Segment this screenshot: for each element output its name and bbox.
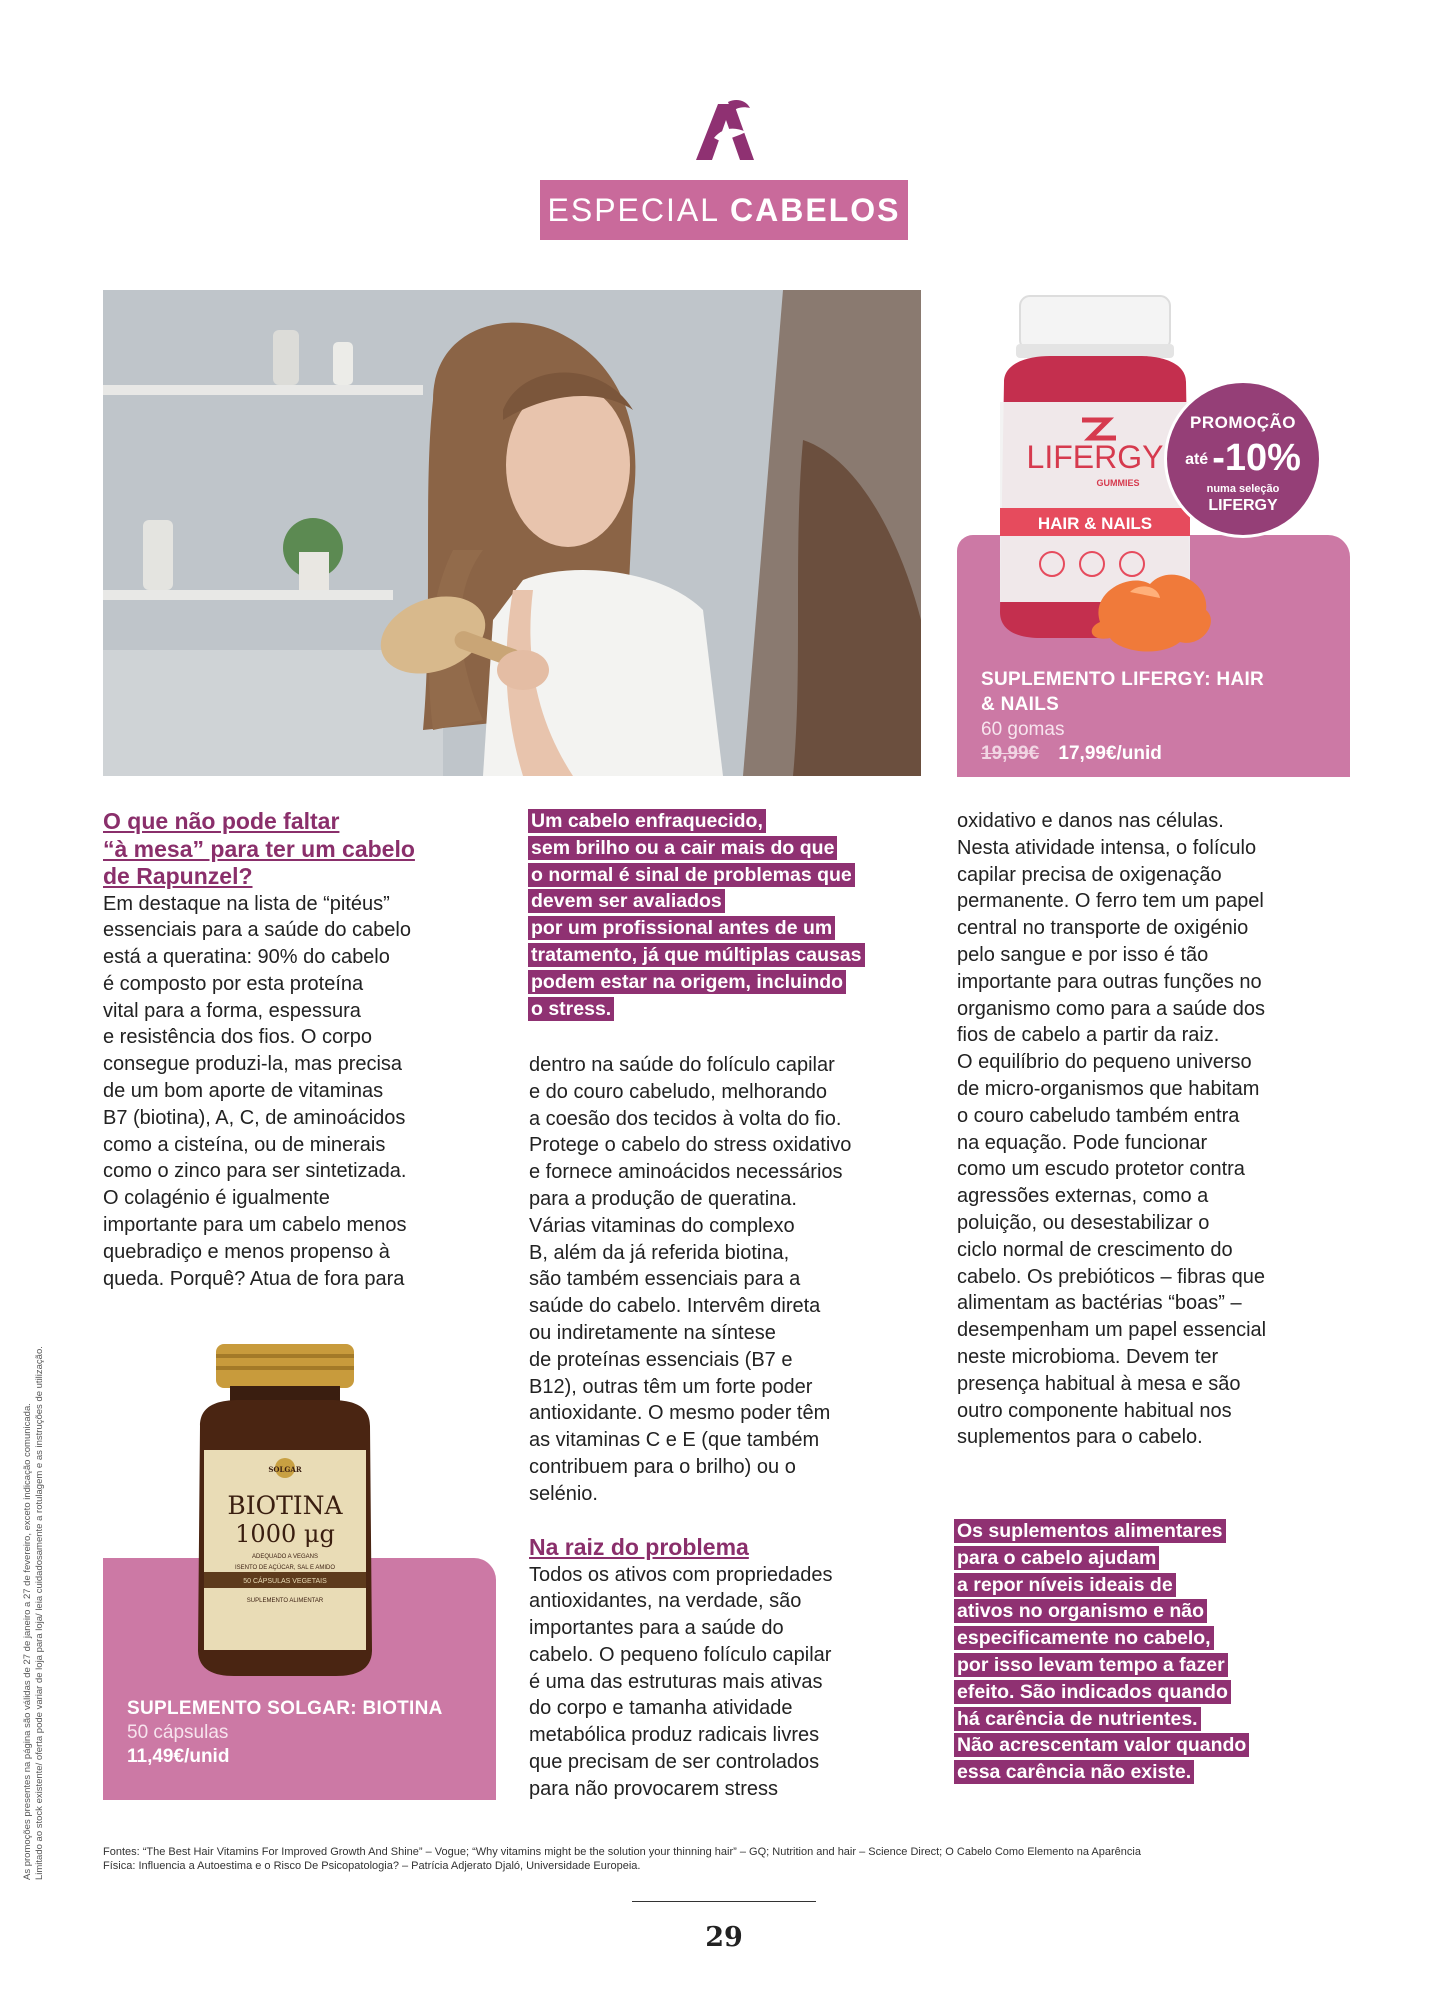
legal-note-line-2: Limitado ao stock existente/ oferta pode variar de loja para loja/ leia cuidadosamente a rotulagem e as instruções de utilização. xyxy=(34,1346,45,1880)
text-line: B, além da já referida biotina, xyxy=(529,1241,790,1264)
solgar-label-small-3: SUPLEMENTO ALIMENTAR xyxy=(246,1598,324,1604)
lifergy-price: 17,99€/unid xyxy=(1058,743,1162,764)
footer-divider xyxy=(632,1901,816,1902)
text-line: Em destaque na lista de “pitéus” xyxy=(103,892,390,915)
text-line: quebradiço e menos propenso à xyxy=(103,1240,390,1263)
promo-prefix: até xyxy=(1185,450,1209,468)
lifergy-brand: LIFERGY xyxy=(1026,439,1164,475)
text-line: permanente. O ferro tem um papel xyxy=(957,890,1264,913)
text-line: Protege o cabelo do stress oxidativo xyxy=(529,1134,852,1157)
solgar-label-small-2: ISENTO DE AÇÚCAR, SAL E AMIDO xyxy=(234,1565,336,1571)
legal-note-line-1: As promoções presentes na página são válidas de 27 de janeiro a 27 de fevereiro, exceto indicação comunicada. xyxy=(22,1403,33,1880)
promo-subtitle: numa seleção xyxy=(1206,483,1280,495)
pull-quote-line: tratamento, já que múltiplas causas xyxy=(528,943,865,967)
pull-quote-line: a repor níveis ideais de xyxy=(954,1573,1176,1597)
solgar-label-small-1: ADEQUADO A VEGANS xyxy=(251,1554,319,1560)
text-line: de um bom aporte de vitaminas xyxy=(103,1080,384,1103)
text-line: na equação. Pode funcionar xyxy=(957,1131,1208,1154)
text-line: agressões externas, como a xyxy=(957,1185,1209,1208)
text-line: ciclo normal de crescimento do xyxy=(957,1238,1233,1261)
pull-quote-line: para o cabelo ajudam xyxy=(954,1546,1159,1570)
promo-brand: LIFERGY xyxy=(1208,497,1278,514)
article-heading-2: Na raiz do problema xyxy=(529,1534,749,1560)
solgar-bottle-image xyxy=(190,1340,380,1680)
pull-quote-line: por um profissional antes de um xyxy=(528,916,835,940)
text-line: poluição, ou desestabilizar o xyxy=(957,1211,1210,1234)
text-line: ou indiretamente na síntese xyxy=(529,1321,776,1344)
text-line: Nesta atividade intensa, o folículo xyxy=(957,836,1257,859)
lifergy-brand-sub: GUMMIES xyxy=(1096,478,1140,488)
promo-badge xyxy=(1164,380,1322,538)
article-heading-1 xyxy=(103,808,503,891)
section-title-light: ESPECIAL xyxy=(547,191,721,228)
text-line: B7 (biotina), A, C, de aminoácidos xyxy=(103,1106,406,1129)
text-line: são também essenciais para a xyxy=(529,1268,801,1291)
text-line: neste microbioma. Devem ter xyxy=(957,1345,1219,1368)
pull-quote-2 xyxy=(954,1518,1344,1786)
pull-quote-1 xyxy=(528,808,928,1022)
text-line: consegue produzi-la, mas precisa xyxy=(103,1053,403,1076)
lifergy-label: HAIR & NAILS xyxy=(1037,514,1153,533)
pull-quote-line: devem ser avaliados xyxy=(528,889,725,913)
text-line: desempenham um papel essencial xyxy=(957,1319,1267,1342)
text-line: vital para a forma, espessura xyxy=(103,999,361,1022)
text-line: como a cisteína, ou de minerais xyxy=(103,1133,386,1156)
text-line: metabólica produz radicais livres xyxy=(529,1724,820,1747)
article-column-2b xyxy=(529,1534,925,1803)
text-line: alimentam as bactérias “boas” – xyxy=(957,1292,1242,1315)
text-line: fios de cabelo a partir da raiz. xyxy=(957,1024,1220,1047)
pull-quote-line: sem brilho ou a cair mais do que xyxy=(528,836,837,860)
lifergy-quantity: 60 gomas xyxy=(981,719,1065,740)
text-line: está a queratina: 90% do cabelo xyxy=(103,946,390,969)
text-line: B12), outras têm um forte poder xyxy=(529,1375,813,1398)
heading-1-line-3: de Rapunzel? xyxy=(103,863,253,889)
section-banner xyxy=(540,180,908,240)
text-line: selénio. xyxy=(529,1482,598,1505)
text-line: antioxidante. O mesmo poder têm xyxy=(529,1402,831,1425)
text-line: cabelo. O pequeno folículo capilar xyxy=(529,1643,832,1666)
pull-quote-line: essa carência não existe. xyxy=(954,1760,1194,1784)
lifergy-title-line2: & NAILS xyxy=(981,694,1060,715)
text-line: suplementos para o cabelo. xyxy=(957,1426,1203,1449)
text-line: O equilíbrio do pequeno universo xyxy=(957,1051,1252,1074)
text-line: do corpo e tamanha atividade xyxy=(529,1697,793,1720)
pull-quote-line: por isso levam tempo a fazer xyxy=(954,1653,1228,1677)
sources-footnote xyxy=(103,1845,1353,1873)
lifergy-old-price: 19,99€ xyxy=(981,743,1040,764)
text-line: outro componente habitual nos xyxy=(957,1399,1232,1422)
article-column-2 xyxy=(529,1052,925,1508)
text-line: para a produção de queratina. xyxy=(529,1187,797,1210)
text-line: como um escudo protetor contra xyxy=(957,1158,1245,1181)
article-column-1 xyxy=(103,808,503,1292)
text-line: de micro-organismos que habitam xyxy=(957,1077,1260,1100)
promo-value xyxy=(1167,437,1319,480)
article-paragraph-1 xyxy=(103,891,503,1293)
pull-quote-line: há carência de nutrientes. xyxy=(954,1707,1201,1731)
text-line: a coesão dos tecidos à volta do fio. xyxy=(529,1107,842,1130)
pull-quote-line: o normal é sinal de problemas que xyxy=(528,863,855,887)
text-line: organismo como para a saúde dos xyxy=(957,997,1265,1020)
pull-quote-line: Os suplementos alimentares xyxy=(954,1519,1226,1543)
hero-photo-woman-brushing-hair xyxy=(103,290,921,776)
text-line: antioxidantes, na verdade, são xyxy=(529,1590,802,1613)
article-paragraph-3 xyxy=(529,1562,925,1803)
sources-line-1: Fontes: “The Best Hair Vitamins For Improved Growth And Shine” – Vogue; “Why vitamins might be the solution your thinning hair” – GQ; Nutrition and hair – Science Direct; O Cabelo Como Elemento na Aparência xyxy=(103,1846,1141,1858)
pull-quote-line: ativos no organismo e não xyxy=(954,1599,1207,1623)
solgar-product-name: BIOTINA xyxy=(227,1491,343,1520)
article-paragraph-2 xyxy=(529,1052,925,1508)
sources-line-2: Física: Influencia a Autoestima e o Risco De Psicopatologia? – Patrícia Adjerato Djaló, Universidade Europeia. xyxy=(103,1860,641,1872)
text-line: essenciais para a saúde do cabelo xyxy=(103,919,411,942)
heading-1-line-2: “à mesa” para ter um cabelo xyxy=(103,835,415,862)
text-line: e do couro cabeludo, melhorando xyxy=(529,1080,827,1103)
article-column-3 xyxy=(957,808,1349,1451)
lifergy-title-line1: SUPLEMENTO LIFERGY: HAIR xyxy=(981,669,1265,690)
text-line: que precisam de ser controlados xyxy=(529,1751,820,1774)
solgar-quantity: 50 cápsulas xyxy=(127,1722,229,1743)
article-paragraph-4 xyxy=(957,808,1349,1451)
text-line: queda. Porquê? Atua de fora para xyxy=(103,1267,405,1290)
text-line: de proteínas essenciais (B7 e xyxy=(529,1348,793,1371)
pull-quote-line: Um cabelo enfraquecido, xyxy=(528,809,766,833)
text-line: e resistência dos fios. O corpo xyxy=(103,1026,373,1049)
solgar-price: 11,49€/unid xyxy=(127,1746,230,1767)
text-line: o couro cabeludo também entra xyxy=(957,1104,1240,1127)
pull-quote-line: especificamente no cabelo, xyxy=(954,1626,1214,1650)
solgar-title: SUPLEMENTO SOLGAR: BIOTINA xyxy=(127,1698,443,1719)
promo-title: PROMOÇÃO xyxy=(1190,413,1296,432)
text-line: central no transporte de oxigénio xyxy=(957,917,1249,940)
auchan-bird-logo-icon xyxy=(688,98,760,162)
solgar-dose: 1000 μg xyxy=(235,1520,335,1548)
text-line: pelo sangue e por isso é tão xyxy=(957,943,1209,966)
text-line: presença habitual à mesa e são xyxy=(957,1372,1241,1395)
pull-quote-line: Não acrescentam valor quando xyxy=(954,1733,1249,1757)
text-line: importante para um cabelo menos xyxy=(103,1214,407,1237)
solgar-brand: SOLGAR xyxy=(268,1465,302,1474)
text-line: Todos os ativos com propriedades xyxy=(529,1563,833,1586)
text-line: Várias vitaminas do complexo xyxy=(529,1214,795,1237)
text-line: O colagénio é igualmente xyxy=(103,1187,330,1210)
legal-side-note xyxy=(22,1260,46,1880)
text-line: capilar precisa de oxigenação xyxy=(957,863,1222,886)
text-line: e fornece aminoácidos necessários xyxy=(529,1161,843,1184)
heading-1-line-1: O que não pode faltar xyxy=(103,808,340,834)
hero-illustration xyxy=(103,290,921,776)
text-line: como o zinco para ser sintetizada. xyxy=(103,1160,407,1183)
text-line: saúde do cabelo. Intervêm direta xyxy=(529,1295,821,1318)
page-number: 29 xyxy=(705,1922,743,1953)
text-line: oxidativo e danos nas células. xyxy=(957,810,1224,832)
solgar-label-band: 50 CÁPSULAS VEGETAIS xyxy=(243,1578,327,1585)
text-line: é uma das estruturas mais ativas xyxy=(529,1670,823,1693)
lifergy-price-line xyxy=(981,743,1162,765)
text-line: importantes para a saúde do xyxy=(529,1617,784,1640)
pull-quote-line: efeito. São indicados quando xyxy=(954,1680,1231,1704)
text-line: importante para outras funções no xyxy=(957,970,1262,993)
text-line: é composto por esta proteína xyxy=(103,972,364,995)
text-line: contribuem para o brilho) ou o xyxy=(529,1455,796,1478)
text-line: para não provocarem stress xyxy=(529,1777,779,1800)
section-title-bold: CABELOS xyxy=(730,191,901,228)
text-line: dentro na saúde do folículo capilar xyxy=(529,1054,835,1076)
lifergy-title xyxy=(981,667,1264,717)
pull-quote-line: o stress. xyxy=(528,997,614,1021)
text-line: cabelo. Os prebióticos – fibras que xyxy=(957,1265,1265,1288)
text-line: as vitaminas C e E (que também xyxy=(529,1429,820,1452)
promo-percent: -10% xyxy=(1212,437,1301,479)
pull-quote-line: podem estar na origem, incluindo xyxy=(528,970,846,994)
